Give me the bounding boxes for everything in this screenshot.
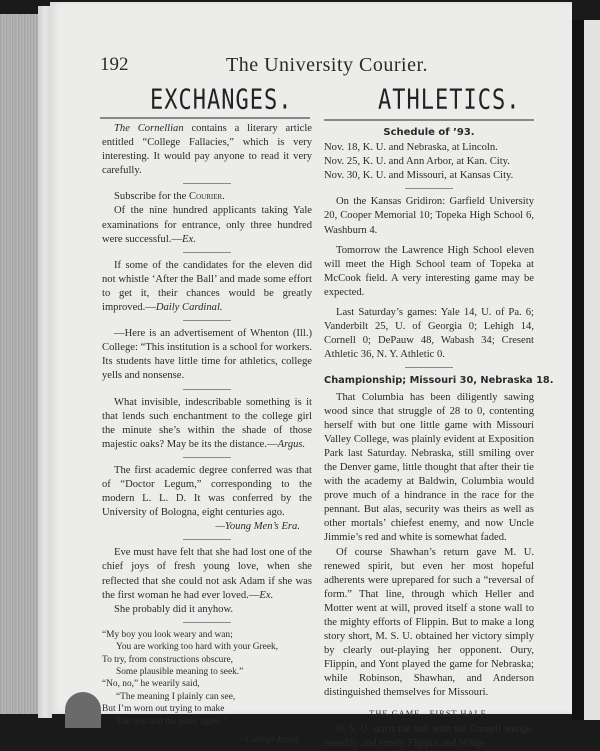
separator-rule xyxy=(183,622,231,623)
poem-line: The text and the pony agree.” xyxy=(116,716,227,727)
poem-line: “The meaning I plainly can see, xyxy=(116,691,236,702)
athletics-column xyxy=(324,124,554,751)
poem-line: To try, from constructions obscure, xyxy=(102,654,233,665)
poem-line: But I’m worn out trying to make xyxy=(102,704,225,715)
schedule-entry: Nov. 30, K. U. and Missouri, at Kansas City. xyxy=(324,170,514,182)
poem-line: You are working too hard with your Greek, xyxy=(116,642,279,653)
exchange-item: What invisible, indescribable something is it that lends such enchantment to the college girl the minute she’s within the shade of those majestic oaks? May be its the distance.—Argus. xyxy=(102,396,312,450)
separator-rule xyxy=(405,188,453,189)
exchanges-column xyxy=(102,122,312,746)
book-gutter xyxy=(572,20,584,720)
championship-title: Championship; Missouri 30, Nebraska 18. xyxy=(324,375,554,387)
separator-rule xyxy=(183,457,231,458)
exchange-item: Eve must have felt that she had lost one of the chief joys of fresh young love, when she reflected that she could not ask Adam if she was the first woman he had ever loved.—Ex. xyxy=(102,547,312,601)
exchanges-rule xyxy=(100,117,310,119)
poem-line: “No, no,” he wearily said, xyxy=(102,679,200,690)
poem-line: Some plausible meaning to seek.” xyxy=(116,667,244,678)
running-header xyxy=(50,54,572,78)
thumb-holding-page xyxy=(65,692,101,728)
exchange-item: The Cornellian contains a literary article entitled “College Fallacies,” which is very interesting. It would pay anyone to read it very carefully. xyxy=(102,123,313,177)
athletics-rule xyxy=(324,119,534,121)
separator-rule xyxy=(183,389,231,390)
exchange-item: —Here is an advertisement of Whenton (Ill.) College: “This institution is a school for workers. Its students have little time for athletics, college yells and nonsense. xyxy=(102,328,312,382)
poem-line: “My boy you look weary and wan; xyxy=(102,629,233,640)
schedule-entry: Nov. 25, K. U. and Ann Arbor, at Kan. City. xyxy=(324,156,510,168)
separator-rule xyxy=(183,320,231,321)
exchange-item: The first academic degree conferred was that of “Doctor Legum,” corresponding to the modern L. L. D. It was conferred by the University of Bologna, eight centuries ago. xyxy=(102,464,312,519)
exchanges-heading: EXCHANGES. xyxy=(150,84,293,117)
athletics-paragraph: On the Kansas Gridiron: Garfield University 20, Cooper Memorial 10; Topeka High School 6, Washburn 4. xyxy=(324,196,534,236)
subscribe-notice: Subscribe for the Courier. xyxy=(114,191,225,203)
athletics-paragraph: N. S. U. starts the ball with the Cornell wedge. Steadily and surely Flippin and Whip- xyxy=(324,723,535,749)
exchange-item: Of the nine hundred applicants taking Yale examinations for entrance, only three hundred were successful.—Ex. xyxy=(102,205,312,245)
schedule-entry: Nov. 18, K. U. and Nebraska, at Lincoln. xyxy=(324,142,498,154)
schedule-title: Schedule of ’93. xyxy=(383,127,475,138)
poem xyxy=(102,629,312,747)
separator-rule xyxy=(183,252,231,253)
exchange-item-continuation: She probably did it anyhow. xyxy=(114,603,234,615)
separator-rule xyxy=(405,367,453,368)
journal-title: The University Courier. xyxy=(226,54,429,76)
athletics-paragraph: Tomorrow the Lawrence High School eleven will meet the High School team of Topeka at McCook field. A very interesting game may be expected. xyxy=(324,244,534,298)
exchange-source: —Young Men’s Era. xyxy=(215,521,300,533)
game-subhead: THE GAME—FIRST HALF. xyxy=(369,708,489,718)
poem-source: —College Izend. xyxy=(237,735,300,746)
athletics-heading: ATHLETICS. xyxy=(378,84,521,117)
athletics-paragraph: Of course Shawhan’s return gave M. U. renewed spirit, but even her most hopeful adherents were uprepared for such a “reversal of form.” That line, through which Heller and Motter went at will, proved itself a stone wall to the mighty efforts of Flippin. But to make a long story short, M. S. U. obtained her victory simply by clearly out-playing her opponent. Oury, Flippin, and Yont played the game for Nebraska; while Robinson, Shawhan, and Anderson distinguished themselves for Missouri. xyxy=(324,546,534,699)
exchange-item: If some of the candidates for the eleven did not whistle ‘After the Ball’ and made some effort to get it, their chances would be greatly improved.—Daily Cardinal. xyxy=(102,259,312,314)
page-number: 192 xyxy=(100,54,129,75)
facing-page-edge xyxy=(584,20,600,720)
separator-rule xyxy=(183,183,231,184)
athletics-paragraph: Last Saturday’s games: Yale 14, U. of Pa. 6; Vanderbilt 25, U. of Georgia 0; Lehigh 14, Cornell 0; DePauw 48, Wabash 34; Cresent Athletic 36, N. Y. Athletic 0. xyxy=(324,307,534,361)
separator-rule xyxy=(183,539,231,540)
athletics-paragraph: That Columbia has been diligently sawing wood since that struggle of 28 to 0, contenting herself with but one little game with Missouri Valley College, was plainly evident at Exposition Park last Saturday. Nebraska, still smiling over the Denver game, little thought that after their tie with the academy at Baldwin, Columbia would prove much of a hindrance in the race for the pennant. But alas, security was theirs as well as other mortals’ chiefest enemy, and now Uncle Jimmie’s red and white is somewhat faded. xyxy=(324,391,534,544)
